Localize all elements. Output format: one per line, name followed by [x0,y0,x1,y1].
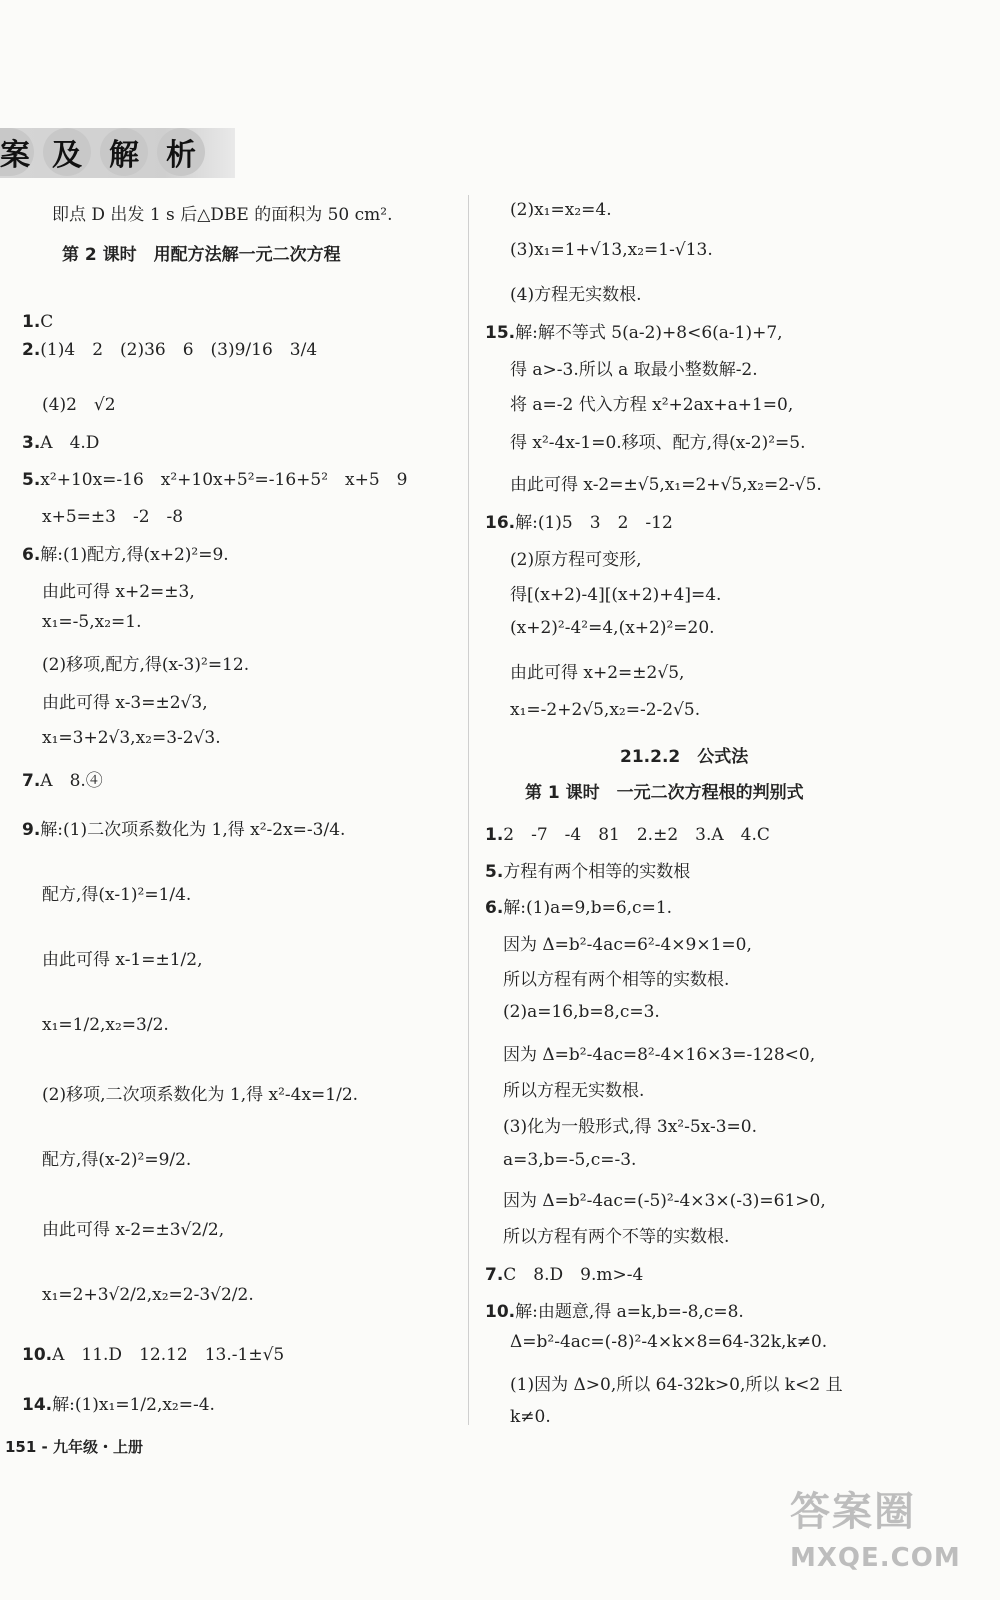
answer-text: a=3,b=-5,c=-3. [503,1150,637,1170]
question-number: 10. [485,1302,516,1322]
answer-text: A 11.D 12.12 13.-1±√5 [52,1345,285,1365]
answer-text: (3)化为一般形式,得 3x²-5x-3=0. [503,1117,757,1137]
answer-text: 由此可得 x-2=±√5,x₁=2+√5,x₂=2-√5. [510,475,822,495]
answer-text: 2 -7 -4 81 2.±2 3.A 4.C [503,825,770,845]
answer-text: 将 a=-2 代入方程 x²+2ax+a+1=0, [510,395,794,415]
answer-line [485,857,690,882]
answer-line [510,390,793,415]
watermark [790,1480,990,1590]
answer-text: x₁=1/2,x₂=3/2. [42,1015,169,1035]
answer-line [485,1297,744,1322]
answer-text: 由此可得 x-3=±2√3, [42,693,208,713]
answer-line [42,1215,224,1240]
answer-text: 因为 Δ=b²-4ac=6²-4×9×1=0, [503,935,752,955]
section-title [620,742,748,767]
answer-text: (2)移项,配方,得(x-3)²=12. [42,655,250,675]
answer-text: 第 1 课时 一元二次方程根的判别式 [525,783,804,803]
header-char: 案 [0,128,34,176]
answer-text: C [40,312,54,332]
answer-line [485,1260,643,1285]
answer-text: x+5=±3 -2 -8 [42,507,184,527]
answer-line [485,508,673,533]
question-number: 15. [485,323,516,343]
answer-line [42,612,141,632]
question-number: 16. [485,513,516,533]
answer-text: 解:由题意,得 a=k,b=-8,c=8. [515,1302,744,1322]
answer-line [510,580,721,605]
answer-text: (4)方程无实数根. [510,285,642,305]
answer-text: 解:(1)配方,得(x+2)²=9. [40,545,229,565]
answer-line [503,1076,644,1101]
answer-line [22,312,53,332]
answer-line [42,728,221,748]
answer-line [42,688,208,713]
answer-text: x₁=-2+2√5,x₂=-2-2√5. [510,700,701,720]
answer-text: 解:(1)二次项系数化为 1,得 x²-2x=-3/4. [40,820,346,840]
watermark-url: MXQE.COM [790,1543,961,1573]
answer-line [22,465,407,490]
answer-line [510,700,700,720]
answer-text: (2)原方程可变形, [510,550,642,570]
answer-text: 所以方程有两个相等的实数根. [503,970,730,990]
answer-line [42,1015,169,1035]
section-title [62,240,341,265]
column-divider [468,195,469,1425]
answer-line [503,1186,826,1211]
answer-line [503,930,752,955]
answer-line [22,335,317,360]
section-header [0,128,214,176]
answer-line [510,470,822,495]
answer-text: 即点 D 出发 1 s 后△DBE 的面积为 50 cm². [52,205,393,225]
answer-line [510,1332,827,1352]
header-char: 解 [100,128,148,176]
answer-line [510,1370,843,1395]
answer-text: (2)移项,二次项系数化为 1,得 x²-4x=1/2. [42,1085,359,1105]
answer-text: k≠0. [510,1407,551,1427]
question-number: 6. [485,898,504,918]
answer-text: (2)a=16,b=8,c=3. [503,1002,660,1022]
answer-text: 配方,得(x-2)²=9/2. [42,1150,192,1170]
question-number: 5. [22,470,41,490]
answer-text: 所以方程无实数根. [503,1081,645,1101]
answer-text: 解:(1)5 3 2 -12 [515,513,673,533]
question-number: 1. [485,825,504,845]
answer-line [510,1407,551,1427]
answer-line [22,1390,215,1415]
header-char: 析 [157,128,205,176]
section-title [525,778,804,803]
answer-line [52,200,393,225]
answer-text: 由此可得 x+2=±2√5, [510,663,685,683]
answer-line [510,545,641,570]
answer-line [503,965,729,990]
watermark-logo: 答案圈 [790,1489,916,1535]
answer-text: x²+10x=-16 x²+10x+5²=-16+5² x+5 9 [40,470,408,490]
answer-line [22,815,345,840]
answer-text: 得 a>-3.所以 a 取最小整数解-2. [510,360,758,380]
answer-text: 所以方程有两个不等的实数根. [503,1227,730,1247]
answer-text: (4)2 √2 [42,395,116,415]
question-number: 7. [485,1265,504,1285]
header-char: 及 [43,128,91,176]
question-number: 7. [22,771,41,791]
answer-line [510,240,713,260]
answer-text: (1)4 2 (2)36 6 (3)9/16 3/4 [40,340,318,360]
answer-text: 配方,得(x-1)²=1/4. [42,885,192,905]
answer-text: C 8.D 9.m>-4 [503,1265,644,1285]
question-number: 6. [22,545,41,565]
answer-text: (3)x₁=1+√13,x₂=1-√13. [510,240,713,260]
answer-line [485,820,770,845]
answer-text: Δ=b²-4ac=(-8)²-4×k×8=64-32k,k≠0. [510,1332,828,1352]
answer-line [42,1145,191,1170]
answer-line [510,658,684,683]
answer-text: 由此可得 x-2=±3√2/2, [42,1220,225,1240]
answer-text: A 8.④ [40,771,103,791]
answer-line [510,618,715,638]
answer-text: 因为 Δ=b²-4ac=8²-4×16×3=-128<0, [503,1045,816,1065]
answer-text: A 4.D [40,433,100,453]
answer-line [503,1222,729,1247]
answer-line [42,650,249,675]
answer-line [22,1340,284,1365]
question-number: 2. [22,340,41,360]
answer-text: 解:(1)x₁=1/2,x₂=-4. [52,1395,215,1415]
answer-line [503,1040,815,1065]
answer-text: (x+2)²-4²=4,(x+2)²=20. [510,618,715,638]
answer-text: x₁=-5,x₂=1. [42,612,142,632]
answer-line [42,880,191,905]
answer-line [42,502,183,527]
answer-line [510,280,641,305]
answer-line [42,945,203,970]
page-footer: 151 - 九年级・上册 [5,1438,143,1456]
question-number: 1. [22,312,41,332]
answer-line [510,355,758,380]
answer-line [485,318,783,343]
answer-line [510,200,612,220]
answer-text: (1)因为 Δ>0,所以 64-32k>0,所以 k<2 且 [510,1375,843,1395]
answer-line [42,390,116,415]
question-number: 14. [22,1395,53,1415]
answer-text: 得[(x+2)-4][(x+2)+4]=4. [510,585,722,605]
answer-text: 第 2 课时 用配方法解一元二次方程 [62,245,341,265]
answer-line [22,766,103,791]
answer-text: 得 x²-4x-1=0.移项、配方,得(x-2)²=5. [510,433,806,453]
answer-line [22,540,229,565]
answer-text: 因为 Δ=b²-4ac=(-5)²-4×3×(-3)=61>0, [503,1191,826,1211]
answer-line [503,1112,757,1137]
question-number: 5. [485,862,504,882]
answer-line [22,428,99,453]
answer-text: 方程有两个相等的实数根 [503,862,691,882]
answer-text: x₁=3+2√3,x₂=3-2√3. [42,728,221,748]
answer-text: x₁=2+3√2/2,x₂=2-3√2/2. [42,1285,254,1305]
answer-line [503,1002,660,1022]
answer-text: 由此可得 x-1=±1/2, [42,950,203,970]
answer-text: 解:(1)a=9,b=6,c=1. [503,898,673,918]
answer-text: (2)x₁=x₂=4. [510,200,612,220]
answer-line [42,1080,358,1105]
question-number: 10. [22,1345,53,1365]
answer-line [485,893,672,918]
question-number: 3. [22,433,41,453]
answer-text: 由此可得 x+2=±3, [42,582,195,602]
question-number: 9. [22,820,41,840]
answer-line [510,428,805,453]
answer-line [42,577,195,602]
answer-text: 21.2.2 公式法 [620,747,749,767]
answer-line [42,1285,254,1305]
answer-line [503,1150,636,1170]
answer-text: 解:解不等式 5(a-2)+8<6(a-1)+7, [515,323,783,343]
